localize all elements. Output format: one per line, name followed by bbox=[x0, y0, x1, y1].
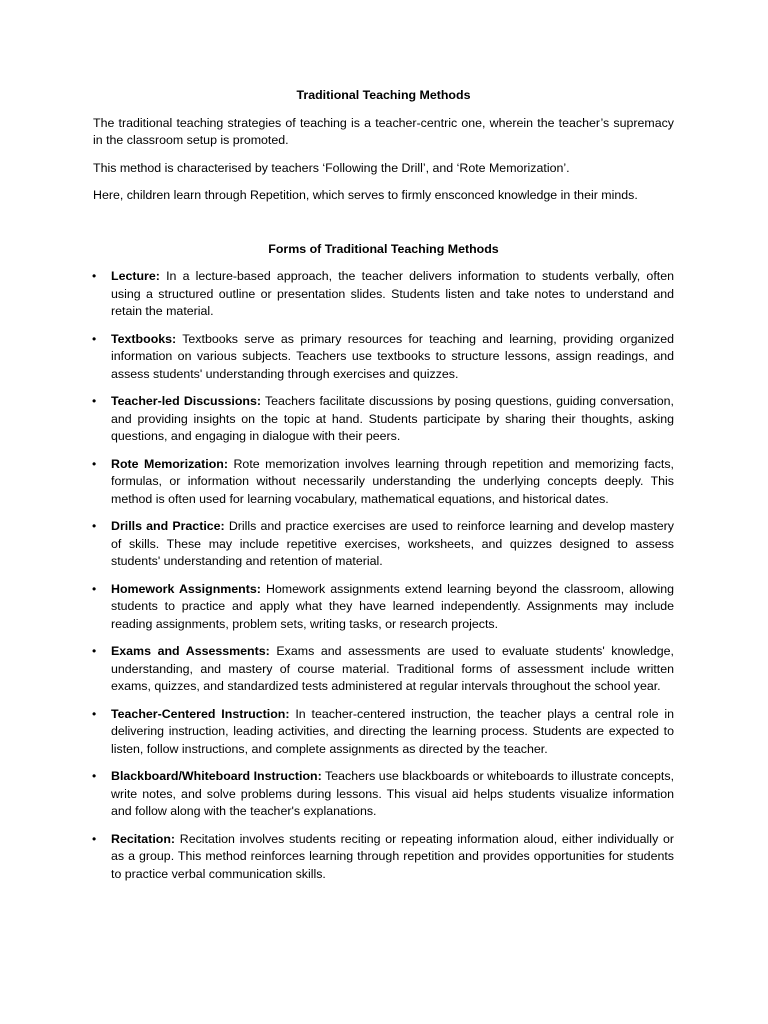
list-item-teacher-led-discussions bbox=[93, 393, 674, 446]
list-item-homework-assignments bbox=[93, 581, 674, 634]
bullet-icon: • bbox=[92, 581, 97, 596]
intro-paragraph-1: The traditional teaching strategies of teaching is a teacher-centric one, wherein the teacher’s supremacy in the classroom setup is promoted. bbox=[93, 115, 674, 147]
bullet-icon: • bbox=[92, 644, 97, 658]
item-text: Textbooks serve as primary resources for teaching and learning, providing organized information on various subjects. Teachers use textbooks to structure lessons, assign readings, and assess students' understanding through exercises and quizzes. bbox=[111, 331, 674, 381]
list-item-lecture bbox=[93, 268, 674, 321]
item-term: Rote Memorization: bbox=[111, 456, 228, 471]
item-text: Teachers use blackboards or whiteboards to illustrate concepts, write notes, and solve problems during lessons. This visual aid helps students visualize information and follow along with the teacher's explanations. bbox=[111, 769, 675, 818]
item-term: Drills and Practice: bbox=[111, 519, 225, 533]
intro-paragraph-3: Here, children learn through Repetition, which serves to firmly ensconced knowledge in their minds. bbox=[93, 188, 638, 202]
list-item-rote-memorization bbox=[93, 456, 674, 509]
bullet-icon: • bbox=[92, 519, 97, 533]
bullet-icon: • bbox=[92, 706, 97, 721]
item-term: Teacher-led Discussions: bbox=[111, 394, 261, 408]
list-item-textbooks bbox=[93, 331, 674, 384]
list-item-exams-and-assessments bbox=[93, 643, 674, 696]
bullet-icon: • bbox=[92, 769, 97, 783]
bullet-icon: • bbox=[92, 831, 97, 846]
section-title: Forms of Traditional Teaching Methods bbox=[268, 241, 499, 256]
item-term: Textbooks: bbox=[111, 331, 177, 346]
item-term: Recitation: bbox=[111, 831, 176, 846]
document-page bbox=[93, 87, 674, 893]
item-term: Teacher-Centered Instruction: bbox=[111, 706, 290, 721]
intro-paragraph-2: This method is characterised by teachers ‘Following the Drill’, and ‘Rote Memorization’. bbox=[93, 160, 570, 175]
list-item-drills-and-practice bbox=[93, 518, 674, 571]
item-term: Exams and Assessments: bbox=[111, 644, 270, 658]
list-item-teacher-centered-instruction bbox=[93, 706, 674, 759]
item-text: Teachers facilitate discussions by posing questions, guiding conversation, and providing insights on the topic at hand. Students participate by sharing their thoughts, asking questions, and engaging in dialogue with their peers. bbox=[111, 394, 674, 443]
item-text: Homework assignments extend learning beyond the classroom, allowing students to practice and apply what they have learned independently. Assignments may include reading assignments, problem sets, writing tasks, or research projects. bbox=[111, 581, 674, 631]
bullet-icon: • bbox=[92, 394, 97, 408]
list-item-recitation bbox=[93, 831, 674, 884]
bullet-icon: • bbox=[92, 331, 97, 346]
bullet-icon: • bbox=[92, 269, 97, 283]
item-text: Drills and practice exercises are used to reinforce learning and develop mastery of skills. These may include repetitive exercises, worksheets, and quizzes designed to assess students' understanding and retention of material. bbox=[111, 519, 675, 568]
list-item-blackboard-whiteboard-instruction bbox=[93, 768, 674, 821]
item-term: Blackboard/Whiteboard Instruction: bbox=[111, 769, 322, 783]
item-text: In teacher-centered instruction, the teacher plays a central role in delivering instruction, leading activities, and directing the learning process. Students are expected to listen, follow instructions, and complete assignments as directed by the teacher. bbox=[111, 706, 674, 756]
item-text: Rote memorization involves learning through repetition and memorizing facts, formulas, or information without necessarily understanding the underlying concepts deeply. This method is often used for learning vocabulary, mathematical equations, and historical dates. bbox=[111, 456, 674, 506]
item-term: Homework Assignments: bbox=[111, 581, 261, 596]
item-text: In a lecture-based approach, the teacher delivers information to students verbally, often using a structured outline or presentation slides. Students listen and take notes to understand and retain the material. bbox=[111, 269, 674, 318]
document-title: Traditional Teaching Methods bbox=[296, 88, 471, 102]
item-text: Exams and assessments are used to evaluate students' knowledge, understanding, and mastery of course material. Traditional forms of assessment include written exams, quizzes, and standardized tests administered at regular intervals throughout the school year. bbox=[111, 644, 674, 693]
item-text: Recitation involves students reciting or repeating information aloud, either individually or as a group. This method reinforces learning through repetition and provides opportunities for students to practice verbal communication skills. bbox=[111, 831, 674, 881]
item-term: Lecture: bbox=[111, 269, 160, 283]
bullet-icon: • bbox=[92, 456, 97, 471]
methods-list bbox=[93, 268, 674, 883]
